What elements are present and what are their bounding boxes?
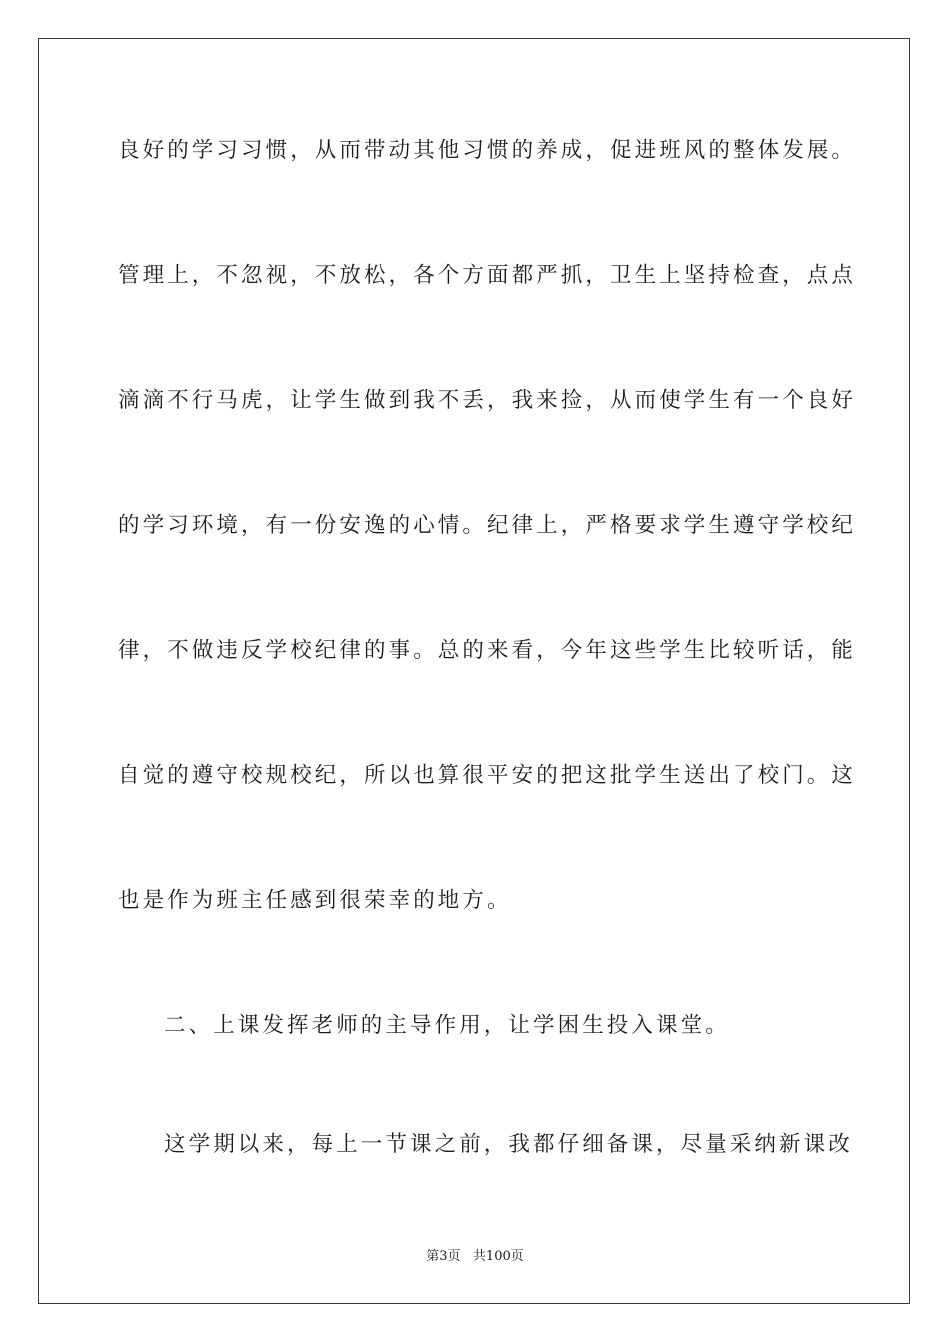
- page-footer: 第3页 共100页: [426, 1249, 524, 1264]
- body-text-line-2: 管理上，不忽视，不放松，各个方面都严抓，卫生上坚持检查，点点: [118, 263, 857, 288]
- body-text-line-4: 的学习环境，有一份安逸的心情。纪律上，严格要求学生遵守学校纪: [118, 513, 857, 538]
- body-text-line-9: 这学期以来，每上一节课之前，我都仔细备课，尽量采纳新课改: [164, 1132, 853, 1157]
- body-text-line-7: 也是作为班主任感到很荣幸的地方。: [118, 888, 512, 913]
- body-text-line-6: 自觉的遵守校规校纪，所以也算很平安的把这批学生送出了校门。这: [118, 763, 857, 788]
- body-text-line-3: 滴滴不行马虎，让学生做到我不丢，我来捡，从而使学生有一个良好: [118, 388, 857, 413]
- body-text-line-1: 良好的学习习惯，从而带动其他习惯的养成，促进班风的整体发展。: [118, 138, 857, 163]
- body-text-line-5: 律，不做违反学校纪律的事。总的来看，今年这些学生比较听话，能: [118, 638, 857, 663]
- section-heading: 二、上课发挥老师的主导作用，让学困生投入课堂。: [164, 1013, 730, 1038]
- page-border: [38, 38, 910, 1304]
